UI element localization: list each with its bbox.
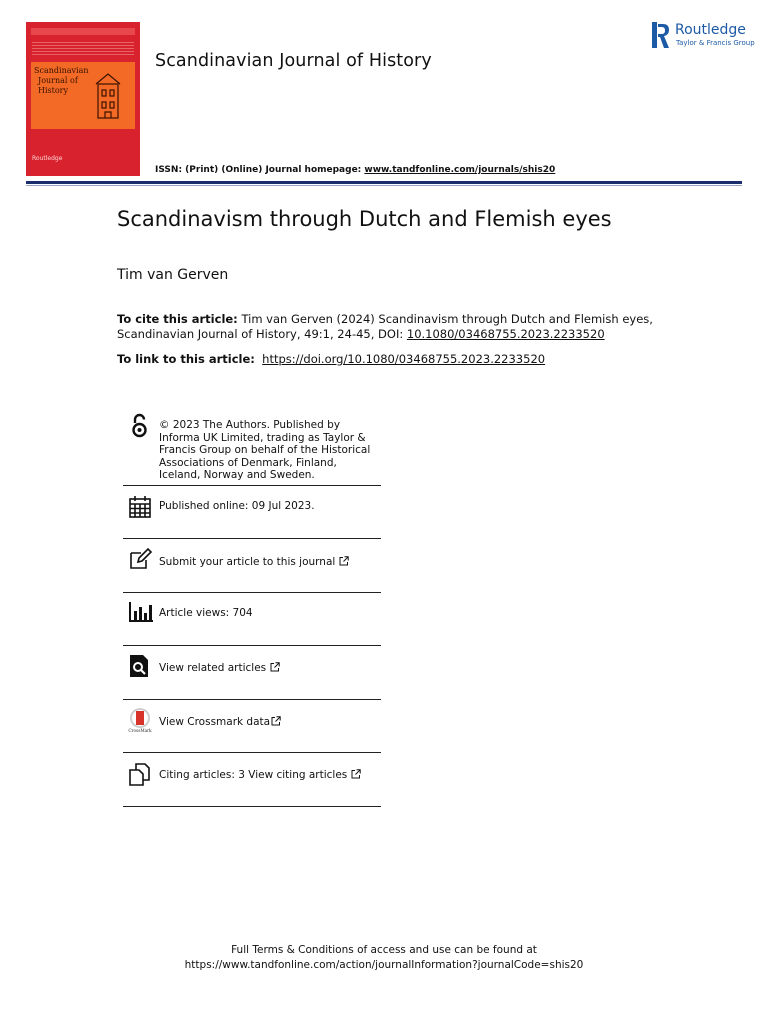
article-title: Scandinavism through Dutch and Flemish eyes — [117, 207, 612, 231]
article-link — [117, 352, 545, 366]
routledge-r-icon — [652, 22, 670, 48]
crossmark-row[interactable] — [123, 700, 381, 753]
cite-doi-link[interactable]: 10.1080/03468755.2023.2233520 — [406, 327, 605, 341]
bar-chart-icon — [127, 599, 153, 625]
terms-url[interactable]: https://www.tandfonline.com/action/journalInformation?journalCode=shis20 — [184, 959, 584, 971]
article-info-list — [123, 412, 381, 807]
crossmark-link[interactable] — [159, 716, 379, 729]
header-rule — [26, 181, 742, 184]
journal-homepage-link[interactable]: www.tandfonline.com/journals/shis20 — [364, 165, 556, 175]
citing-row[interactable] — [123, 753, 381, 807]
submit-text: Submit your article to this journal — [159, 556, 336, 568]
crossmark-icon-label: CrossMark — [128, 728, 152, 733]
external-link-icon — [270, 662, 280, 672]
views-row — [123, 593, 381, 646]
cover-title-line: Scandinavian — [34, 66, 89, 75]
cover-title-line: History — [38, 86, 69, 95]
license-row — [123, 412, 381, 486]
cite-label: To cite this article: — [117, 312, 238, 326]
crossmark-text: View Crossmark data — [159, 716, 271, 728]
open-access-icon — [127, 413, 153, 439]
header-rule-thin — [26, 185, 742, 186]
search-doc-icon — [127, 653, 153, 679]
issn-label: ISSN: (Print) (Online) Journal homepage: — [155, 165, 365, 175]
submit-row[interactable] — [123, 539, 381, 593]
journal-cover — [26, 22, 140, 176]
cover-title — [34, 66, 90, 96]
pencil-icon — [127, 546, 153, 572]
citing-icon — [127, 761, 153, 787]
citation — [117, 312, 677, 342]
terms-line: Full Terms & Conditions of access and use can be found at — [231, 944, 537, 956]
cover-publisher-mark: Routledge — [32, 155, 63, 162]
calendar-icon — [127, 494, 153, 520]
external-link-icon — [351, 769, 361, 779]
cover-title-line: Journal of — [38, 76, 78, 85]
license-text: © 2023 The Authors. Published by Informa UK Limited, trading as Taylor & Francis Group on behalf of the Historical Associations of Denmark, Finland, Iceland, Norway and Sweden. — [159, 419, 371, 481]
submit-link[interactable] — [159, 556, 379, 569]
routledge-logo[interactable] — [652, 22, 755, 50]
cover-fine-print — [32, 42, 134, 56]
published-row — [123, 486, 381, 539]
citing-link[interactable] — [159, 769, 379, 782]
external-link-icon — [339, 556, 349, 566]
crossmark-icon — [127, 707, 153, 733]
published-text: Published online: 09 Jul 2023. — [159, 500, 315, 512]
terms-footer — [0, 943, 768, 973]
publisher-name: Routledge — [675, 22, 746, 38]
cite-text: Tim van Gerven (2024) Scandinavism through Dutch and Flemish eyes, Scandinavian Journal of History, 49:1, 24-45, DOI: — [117, 312, 653, 341]
issn-line — [155, 165, 555, 175]
article-author: Tim van Gerven — [117, 267, 229, 283]
views-text: Article views: 704 — [159, 607, 253, 619]
related-row[interactable] — [123, 646, 381, 700]
journal-title: Scandinavian Journal of History — [155, 51, 432, 71]
citing-text: Citing articles: 3 View citing articles — [159, 769, 348, 781]
cover-top-strip — [31, 28, 135, 35]
related-text: View related articles — [159, 662, 267, 674]
doi-link[interactable]: https://doi.org/10.1080/03468755.2023.2233520 — [262, 352, 546, 366]
external-link-icon — [271, 716, 281, 726]
related-link[interactable] — [159, 662, 379, 675]
link-label: To link to this article: — [117, 352, 255, 366]
publisher-group: Taylor & Francis Group — [676, 39, 755, 47]
cover-tower-illustration — [94, 72, 122, 120]
